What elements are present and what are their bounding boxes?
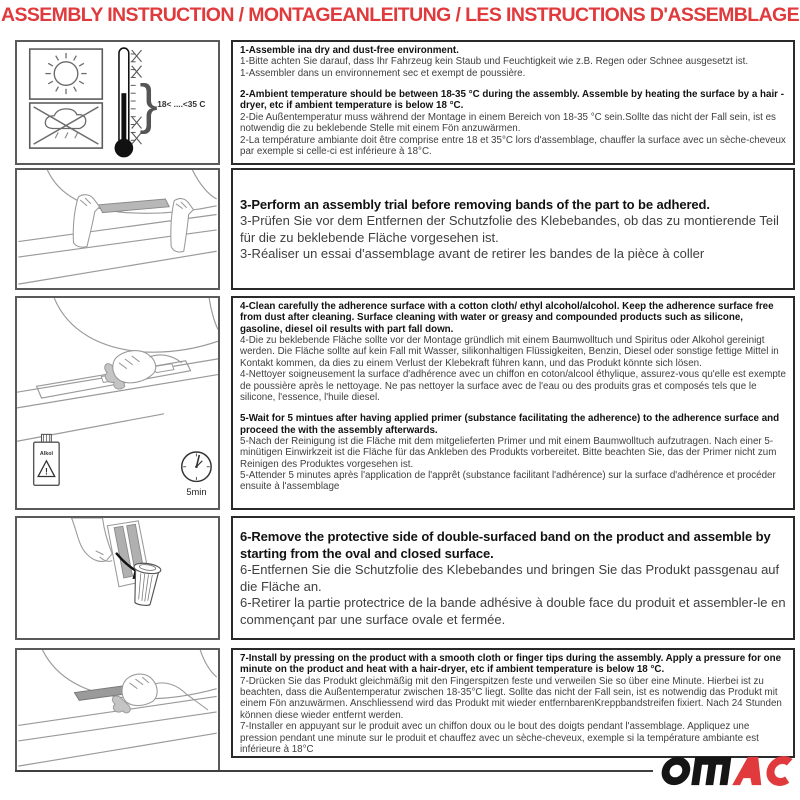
step6-de: 6-Entfernen Sie die Schutzfolie des Klebebandes und bringen Sie das Produkt passgenau auf die Fläche an. [240, 562, 780, 594]
cleaning-illustration-svg [17, 298, 218, 508]
step7-en: 7-Install by pressing on the product with a smooth cloth or finger tips during the assembly. Apply a pressure for one minute on the product and heat with a hair-dryer, etc if ambient temperature is below 18 °C. [240, 653, 782, 676]
brace-glyph: } [139, 72, 158, 135]
bottle-label: Alkol [39, 450, 53, 457]
peeling-hand-icon [72, 518, 113, 561]
left-hand-icon [73, 195, 99, 247]
press-install-illustration [15, 648, 220, 772]
omac-logo [655, 751, 795, 791]
logo-letter-c [769, 760, 790, 782]
climate-illustration-svg [17, 42, 218, 163]
logo-letter-a [732, 757, 765, 785]
step7-fr: 7-Installer en appuyant sur le produit avec un chiffon doux ou le bout des doigts pendant l'assemblage. Appliquez une pression pendant une minute sur le produit et chauffez avec un sèche-cheveux, exemple si la température ambiante est inférieure à 18°C [240, 721, 759, 755]
step4-fr: 4-Nettoyer soigneusement la surface d'adhérence avec un chiffon en coton/alcool éthylique, assurez-vous qu'elle est exempte de poussière après le nettoyage. Ne pas nettoyer la surface avec de l'eau ou des produits gras et composés tels que le silicone, l'essence, l'huile diesel. [240, 369, 786, 403]
instructions-step-1-2 [231, 40, 795, 165]
step4-de: 4-Die zu beklebende Fläche sollte vor der Montage gründlich mit einem Baumwolltuch und Spiritus oder Alkohol gereinigt werden. Die Fläche sollte auf kein Fall mit Wasser, silikonhaltigen Flüssigkeiten, Benzin, Diesel oder sonstige fettige Mittel in Kontakt kommen, da dies zu einem Verlust der Klebekraft führen kann, und das Produkt könnte sich lösen. [240, 335, 779, 369]
spacer [240, 403, 786, 413]
instructions-step-7 [231, 648, 795, 758]
thermometer-icon [115, 48, 206, 157]
climate-illustration [15, 40, 220, 165]
cleaning-illustration [15, 296, 220, 510]
step2-en: 2-Ambient temperature should be between 18-35 °C during the assembly. Assemble by heating the surface by a hair -dryer, etc if ambient temperature is below 18 °C. [240, 89, 784, 112]
press-install-illustration-svg [17, 650, 218, 770]
step3-de: 3-Prüfen Sie vor dem Entfernen der Schutzfolie des Klebebandes, ob das zu montierende Teil für die zu beklebende Fläche vorgesehen ist. [240, 213, 779, 245]
step5-en: 5-Wait for 5 mintues after having applied primer (substance facilitating the adherence) to the adherence surface and proceed the with the assembly afterwards. [240, 413, 780, 436]
pressing-hand-icon [122, 674, 208, 710]
peel-band-illustration [15, 516, 220, 640]
footer-divider [15, 770, 653, 772]
clock-label: 5min [186, 487, 207, 498]
instructions-step-3 [231, 168, 795, 290]
step1-en: 1-Assemble ina dry and dust-free environment. [240, 45, 459, 56]
temperature-range-label: 18< ....<35 C [157, 98, 206, 109]
alcohol-bottle-icon [34, 434, 59, 485]
step1-fr: 1-Assembler dans un environnement sec et exempt de poussière. [240, 67, 526, 79]
spacer [240, 79, 786, 89]
logo-letter-o [664, 761, 687, 781]
step3-en: 3-Perform an assembly trial before removing bands of the part to be adhered. [240, 196, 710, 212]
step5-fr: 5-Attender 5 minutes après l'application de l'apprêt (substance facilitant l'adhérence) sur la surface d'adhérence et procéder ensuite à l'assemblage [240, 470, 776, 493]
step2-fr: 2-La température ambiante doit être comprise entre 18 et 35°C lors d'assemblage, chauffer la surface avec un sèche-cheveux par exemple si celle-ci est inférieure à 18°C. [240, 134, 786, 157]
instructions-step-4-5 [231, 296, 795, 510]
page-title: ASSEMBLY INSTRUCTION / MONTAGEANLEITUNG / LES INSTRUCTIONS D'ASSEMBLAGE [0, 4, 800, 26]
logo-letter-m [691, 757, 731, 785]
right-hand-icon [171, 199, 194, 252]
peel-band-illustration-svg [17, 518, 218, 638]
instructions-step-6 [231, 516, 795, 640]
trial-fit-illustration [15, 168, 220, 290]
step3-fr: 3-Réaliser un essai d'assemblage avant de retirer les bandes de la pièce à coller [240, 246, 705, 261]
step1-de: 1-Bitte achten Sie darauf, dass Ihr Fahrzeug kein Staub und Feuchtigkeit wie z.B. Regen oder Schnee ausgesetzt ist. [240, 56, 749, 68]
step2-de: 2-Die Außentemperatur muss während der Montage in einem Bereich von 18-35 °C sein.Sollte das nicht der Fall sein, ist es notwendig die zu beklebende Stelle mit einem Fön anzuwärmen. [240, 111, 776, 135]
trim-strip [99, 199, 170, 213]
step5-de: 5-Nach der Reinigung ist die Fläche mit dem mitgelieferten Primer und mit einem Baumwolltuch aufzutragen. Nach einer 5-minütigen Einwirkzeit ist die Fläche für das Ankleben des Produkts vorbereitet. Bitte beachten Sie, das der Primer nicht zum Reinigen des Produktes vorgesehen ist. [240, 435, 777, 470]
step4-en: 4-Clean carefully the adherence surface with a cotton cloth/ ethyl alcohol/alcohol. Keep the adherence surface free from dust after cleaning. Surface cleaning with water or greasy and compounded products such as silicone, gasoline, diesel oil results with part fall down. [240, 301, 774, 335]
sun-icon [30, 49, 103, 99]
step6-en: 6-Remove the protective side of double-surfaced band on the product and assemble by starting from the oval and closed surface. [240, 529, 771, 561]
step7-de: 7-Drücken Sie das Produkt gleichmäßig mit den Fingerspitzen feste und verweilen Sie so über eine Minute. Hierbei ist zu beachten, dass die Außentemperatur zwischen 18-35°C liegt. Sollte das nicht der Fall sein, ist es notwendig das Produkt mit einem Fön anzuwärmen. Anschliessend wird das Produkt mit wieder entfernbarenKreppbandstreifen fixiert. Nach 24 Stunden können diese wieder entfernt werden. [240, 675, 782, 721]
clock-5min-icon [182, 452, 211, 497]
warning-exclamation: ! [44, 466, 48, 477]
omac-logo-svg [655, 751, 795, 791]
step6-fr: 6-Retirer la partie protectrice de la bande adhésive à double face du produit et assembler-le en commençant par une surface ovale et fermée. [240, 595, 786, 627]
no-rain-icon [30, 103, 103, 148]
trial-fit-illustration-svg [17, 170, 218, 288]
